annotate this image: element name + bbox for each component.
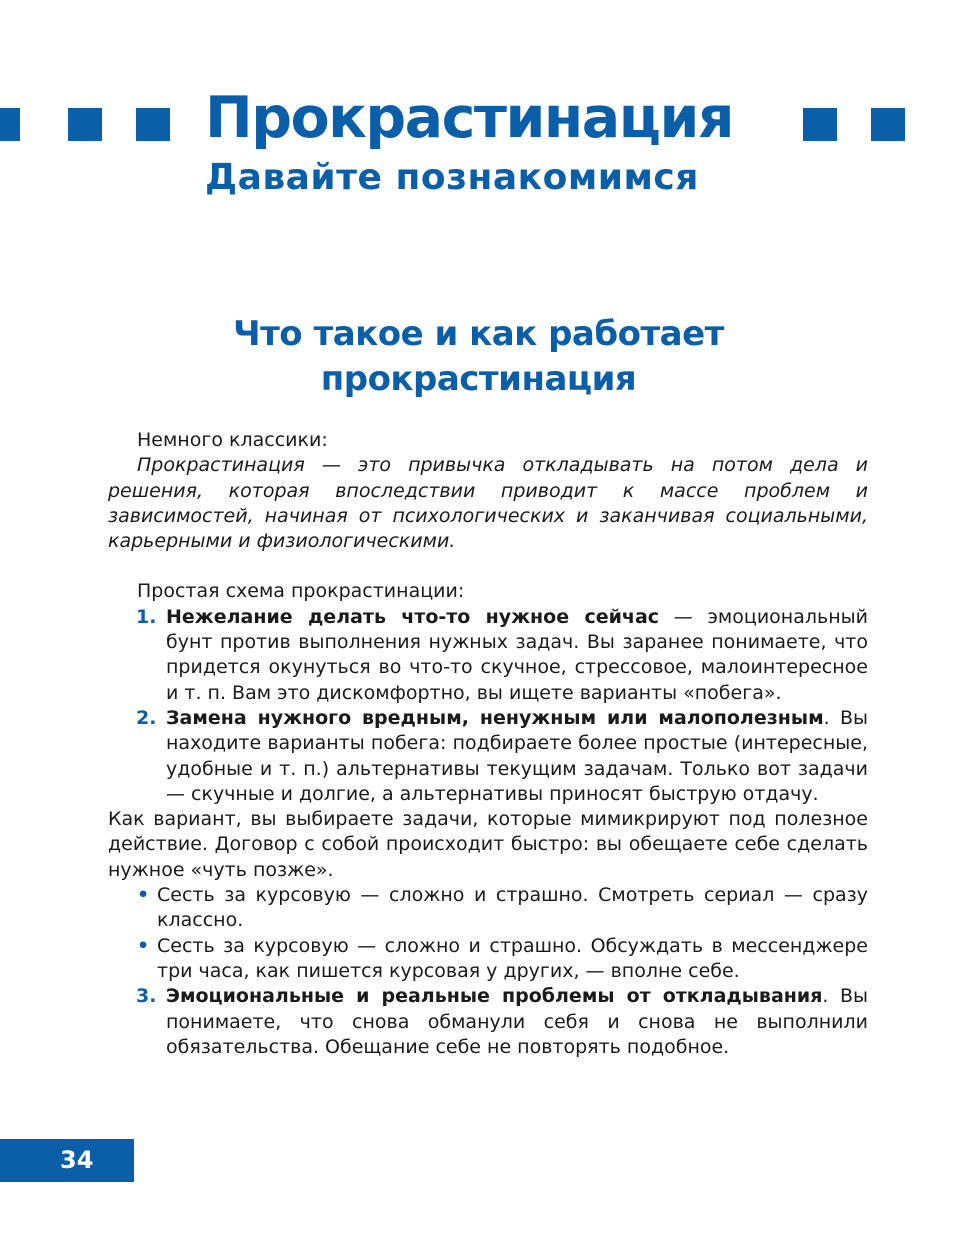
section-title: Что такое и как работает прокрастинация xyxy=(233,314,724,399)
bullet-text: Сесть за курсовую — сложно и страшно. Обсуждать в мессенджере три часа, как пишется курсовая у других, — вполне себе. xyxy=(157,934,868,982)
decor-square-right-1 xyxy=(803,108,837,141)
list-item-text: . Вы понимаете, что снова обманули себя и снова не выполнили обязательства. Обещание себе не повторять подобное. xyxy=(166,985,868,1058)
list-item-heading: Замена нужного вредным, ненужным или малополезным xyxy=(166,706,824,729)
bullet-dot-icon: • xyxy=(137,934,150,957)
scheme-intro: Простая схема прокрастинации: xyxy=(137,580,465,603)
intro-text: Немного классики: xyxy=(137,429,328,451)
list-item-text: — эмоциональный бунт против выполнения нужных задач. Вы заранее понимаете, что придется окунуться во что-то скучное, стрессовое, малоинтересное и т. п. Вам это дискомфортно, вы ищете варианты «побега». xyxy=(166,605,868,704)
bullet-item xyxy=(108,883,868,934)
bullet-dot-icon: • xyxy=(137,884,150,907)
decor-square-left-1 xyxy=(0,108,20,141)
list-item xyxy=(108,984,868,1060)
list-item-heading: Нежелание делать что-то нужное сейчас xyxy=(166,605,660,628)
bullet-item xyxy=(108,934,868,985)
bullet-text: Сесть за курсовую — сложно и страшно. Смотреть сериал — сразу классно. xyxy=(157,884,868,932)
list-item xyxy=(108,706,868,807)
page-number: 34 xyxy=(60,1146,94,1174)
list-item-number: 2. xyxy=(136,706,157,729)
definition-text: Прокрастинация — это привычка откладывать на потом дела и решения, которая впоследствии приводит к массе проблем и зависимостей, начиная от психологических и заканчивая социальными, карьерными и физиологическими. xyxy=(108,454,868,553)
list-item xyxy=(108,605,868,706)
body-text xyxy=(108,428,868,1060)
chapter-subtitle: Давайте познакомимся xyxy=(205,157,699,198)
chapter-title: Прокрастинация xyxy=(205,85,734,151)
decor-square-left-3 xyxy=(136,108,170,141)
list-item-number: 1. xyxy=(136,605,157,628)
decor-square-right-2 xyxy=(871,108,905,141)
page-number-box xyxy=(0,1139,134,1182)
paragraph-text: Как вариант, вы выбираете задачи, которые мимикрируют под полезное действие. Договор с собой происходит быстро: вы обещаете себе сделать нужное «чуть позже». xyxy=(108,808,868,881)
list-item-heading: Эмоциональные и реальные проблемы от откладывания xyxy=(166,985,823,1008)
decor-square-left-2 xyxy=(68,108,102,141)
list-item-number: 3. xyxy=(136,985,157,1008)
list-item-text: . Вы находите варианты побега: подбираете более простые (интересные, удобные и т. п.) альтернативы текущим задачам. Только вот задачи — скучные и долгие, а альтернативы приносят быструю отдачу. xyxy=(166,706,868,805)
